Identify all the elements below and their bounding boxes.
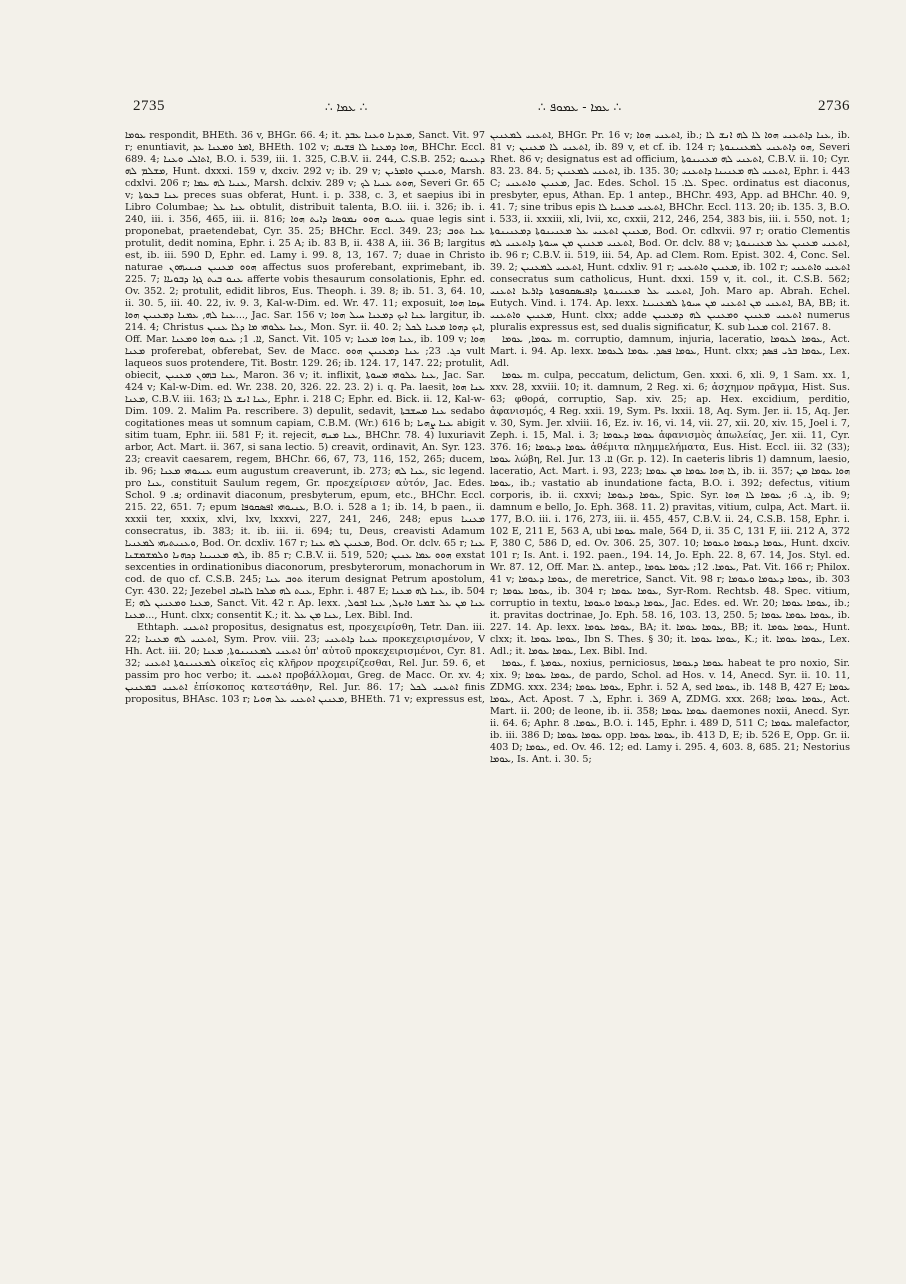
entry-paragraph: ܥܘܡܐ, f. ܥܘܡܬܐ, noxius, perniciosus, ܥܘܡܐ ܕܥܘܡܐ habeat te pro noxio, Sir. xix. 9; ܥܘܡܐ ܥܘܡܐ, de pardo, Schol. ad Hos. v. 14, Anecd. Syr. ii. 10. 11, ZDMG. xxx. 234; ܥܘܡܐ ܥܘܡܐ, Ephr. i. 52 A, sed ܥܘܡܐ, ib. 148 B, 427 E; ܥܘܡܐ ܥܘܡܐ, Act. Apost. ܠ. 7, Ephr. i. 369 A, ZDMG. xxx. 268; ܥܘܡܐ ܥܘܡܐ, Act. Mart. ii. 200; de leone, ib. ii. 358; ܥܘܡܐ ܥܘܡܐ daemones noxii, Anecd. Syr. ii. 64. 6; Aphr. ܥܘܡܐ. 8, B.O. i. 145, Ephr. i. 489 D, 511 C; ܥܘܡܐ malefactor, ib. iii. 386 D; ܥܘܡܐ ܥܘܡܐ opp. ܥܘܡܐ ܥܘܡܐ, ib. 413 D, E; ib. 526 E, Opp. Gr. ii. 403 D; ܥܘܡܐ, ed. Ov. 46. 12; ed. Lamy i. 295. 4, 603. 8, 685. 21; Nestorius ܥܘܡܐ, Is. Ant. i. 30. 5;	[490, 658, 850, 765]
left-page-number: 2735	[133, 98, 165, 114]
right-page-number: 2736	[818, 98, 850, 114]
left-column	[125, 130, 485, 1230]
right-column	[490, 130, 850, 1230]
entry-paragraph: ܥܘܡܐ, ܥܘܡܐ m. corruptio, damnum, injuria, laceratio, ܥܘܡܐ ܠܥܘܡܐ, Act. Mart. i. 94. Ap. lexx. ܥܘܡܐ ܦܣܕ. ܥܘܡܐ ܠܥܘܡܐ, Hunt. clxx; ܥܘܡܐ ܒܪܝ ܦܣܕ, Lex. Adl.	[490, 334, 850, 369]
entry-paragraph: Ethtaph. ܐܬܥܢܝ propositus, designatus est, προεχειρίσθη, Tetr. Dan. iii. 22; ܐܬܥܢܝ ܠܗ ܡܥܢܝܐ, Sym. Prov. viii. 23; ܥܢܝܐ ܕܐܬܥܢܝ προκεχειρισμένον, V Hh. Act. iii. 20; ܐܬܥܢܝ ܠܡܥܢܝܢܘܬܐ, ܡܥܢܐ ὑπ' αὐτοῦ προκεχειρισμένοι, Cyr. 81. 32; ܠܡܥܢܝܢܘܬܐ ܐܬܥܢܝ οἰκεῖος εἰς κλῆρον προχειρίζεσθαι, Rel. Jur. 59. 6, et passim pro hoc verbo; it. ܐܬܥܢܝ προβάλλομαι, Greg. de Macc. Or. xv. 4; ܐܬܥܢܝ ܒܡܥܢܝܢ ἐπίσκοπος κατεστάθην, Rel. Jur. 86. 17; ܐܬܥܢܝ ܠܟܠ finis propositus, BHAsc. 103 r; ܡܥܢܝܢ ܐܬܥܢܝ ܥܠ ܗܘܝܐ, BHEth. 71 v; expressus est,	[125, 622, 485, 705]
right-running-head: ∴ ܥܡܐ - ܥܡܘܦ ∴	[538, 100, 622, 114]
entry-paragraph: ܥܘܡܐ respondit, BHEth. 36 v, BHGr. 66. 4; it. ܡܥܕܢܐ ܘܥܢܐ ܥܒܕ, Sanct. Vit. 97 r; enuntiavit, ܐܡܪ ܘܡܥܢܐ ܥܕ, BHEth. 102 v; ܗܘܐ ܕܡܥܢܐ ܠܐ ܦܫܝܩ, BHChr. Eccl. 689. 4; ܐܬܐܠܝ ܘܥܢܐ, B.O. i. 539, iii. 1. 325, C.B.V. ii. 244, C.S.B. 252; ܕܥܢܝܘ ܡܫܠܡ ܠܗ, Hunt. dxxxi. 159 v, dxciv. 292 v; ib. 29 v; ܘܥܢܝܢ ܘܐܡܪܝܢ, Marsh. cdxlvi. 206 r; ܥܢܝܐ ܠܗ ܥܡܐ, Marsh. dclxiv. 289 v; ܗܘܬ ܥܢܝܐ ܠܟ, Severi Gr. 65 v; ܥܢܐ ܒܥܘܬܐ preces suas obferat, Hunt. i. p. 338, c. 3, et saepius ibi in Libro Columbae; ܥܢܐ ܥܠ obtulit, distribuit talenta, B.O. iii. i. 326; ib. i. 240, iii. i. 356, 465, iii. ii. 816; ܥܢܝܘ ܗܘܘ ܢܡܘܣܐ ܕܐܝܬ ܗܘܐ quae legis sint proponebat, praetendebat, Cyr. 35. 25; BHChr. Eccl. 349. 23; ܥܢܐ ܬܘܒ protulit, dedit nomina, Ephr. i. 25 A; ib. 83 B, ii. 438 A, iii. 36 B; largitus est, ib. iii. 590 D, Ephr. ed. Lamy i. 99. 8, 13, 167. 7; duae in Christo naturae ܗܘܘ ܡܥܢܝܢ ܟܝܢܝܗܘܢ affectus suos proferebant, exprimebant, ib. 225. 7; ܥܢܘ ܒܝܬ ܓܙܐ ܕܒܘܝܐܐ afferte vobis thesaurum consolationis, Ephr. ed. Ov. 352. 2; protulit, edidit libros, Eus. Theoph. i. 39. 8; ib. 51. 3, 64. 10, ii. 30. 5, iii. 40. 22, iv. 9. 3, Kal-w-Dim. ed. Wr. 47. 11; exposuit, ܚܙܩܐ ܗܘܐ ܥܢܐ ܠܗ, ܥܡܢܐ ܕܡܥܢܝܢ ܗܘܐ..., Jac. Sar. 156 v; ܥܢܐ ܐܝܟ ܕܡܥܢܐ ܚܝܠ ܗܘܐ largitur, ib. 214. 4; Christus ܥܢܐ ܥܠܘܗܝ ܡܐ ܕܠܐ ܥܢܝܢ, Mon. Syr. ii. 40. 2; ܐܝܟ ܕܗܘܐ ܡܥܢܐ ܠܟܠ, Off. Mar. ܐܐ. 1; ܥܢܘ ܗܘܐ ܘܡܥܢܐ, Sanct. Vit. 105 v; ܥܢܐ ܗܘܐ ܡܥܢܐ, ib. 109 v; ܗܘܐ ܡܥܢܐ proferebat, obferebat, Sev. de Macc. ܟܓ. 23; ܥܢܐ ܕܡܥܢܝܢ ܗܘܘ vult laqueos suos protendere, Tit. Bostr. 129. 26; ib. 124. 17, 147. 22; protulit, obiecit, ܥܢܐ ܒܗܘܢ ܡܥܢܝܢ, Maron. 36 v; it. inflixit, ܥܢܐ ܥܠܘܗܝ ܡܚܘܬܐ, Jac. Sar. 424 v; Kal-w-Dim. ed. Wr. 238. 20, 326. 22. 23. 2) i. q. Pa. laesit, ܥܢܐ ܗܘܐ ܡܥܢܐ, C.B.V. iii. 163; ܥܢܐ ܐܢܫ ܠܐ, Ephr. i. 218 C; Ephr. ed. Bick. ii. 12, Kal-w-Dim. 109. 2. Malim Pa. rescribere. 3) depulit, sedavit, ܥܢܐ ܡܚܫܒܬܐ sedabo cogitationes meas ut somnum capiam, C.B.M. (Wr.) 616 b; ܥܢܐ ܨܗܝܐ abigit sitim tuam, Ephr. iii. 581 F; it. rejecit, ܥܢܐ ܡܢܗ, BHChr. 78. 4) luxuriavit arbor, Act. Mart. ii. 367, si sana lectio. 5) creavit, ordinavit, An. Syr. 123. 23; creavit caesarem, regem, BHChr. 66, 67, 73, 116, 152, 265; ducem, ib. 96; ܥܢܝܘܗܝ ܡܥܢܐ eum augustum creaverunt, ib. 273; ܥܢܐ ܠܗ, sic legend. pro ܥܢܐ, constituit Saulum regem, Gr. προεχείρισεν αὐτόν, Jac. Edes. Schol. ܦ. 9; ordinavit diaconum, presbyterum, epum, etc., BHChr. Eccl. 215. 22, 651. 7; epum ܥܢܝܘܗܝ ܐܦܣܩܘܦܐ, B.O. i. 528 a 1; ib. 14, b paen., ii. xxxii ter, xxxix, xlvi, lxv, lxxxvi, 227, 241, 246, 248; epus ܡܥܢܝܐ consecratus, ib. 383; it. ib. iii. ii. 694; tu, Deus, creavisti Adamum ܘܥܢܝܬܝܗܝ ܠܡܥܢܝܐ, Bod. Or. dcxliv. 167 r; ܡܥܢܝܢ ܠܗ ܥܢܐ, Bod. Or. dclv. 65 r; ܥܢܐ ܠܗ ܡܥܢܝܢܐ ܕܟܗܢܐ ܘܠܡܫܡܫܢܐ, ib. 85 r; C.B.V. ii. 519, 520; ܗܘܘ ܥܡܐ ܥܢܝܢ exstat sexcenties in ordinationibus diaconorum, presbyterorum, monachorum in cod. de quo cf. C.S.B. 245; ܬܘܒ ܥܢܐ iterum designat Petrum apostolum, Cyr. 430. 22; Jezebel ܥܢܬ ܠܗ ܡܠܟܐ ܠܐܚܐܒ, Ephr. i. 487 E; ܥܢܐ ܠܗ ܡܥܢܐ, ib. 504 E; ܡܥܢܐ ܘܡܥܢܝܢ ܠܗ, Sanct. Vit. 42 r. Ap. lexx. ܥܢܐ ܡܢ ܥܠ ܫܡܝܐ ܘܐܝܙܠ, ܥܢܐ ܐܒܘܠ, ܡܥܢܐ..., Hunt. clxx; consentit K.; it. ܥܢܐ ܡܢ ܥܠ, Lex. Bibl. Ind.	[125, 130, 485, 621]
entry-paragraph: ܥܘܡܐ m. culpa, peccatum, delictum, Gen. xxxi. 6, xli. 9, 1 Sam. xx. 1, xxv. 28, xxviii. 10; it. damnum, 2 Reg. xi. 6; ἀσχημον πρᾶγμα, Hist. Sus. 63; φθορά, corruptio, Sap. xiv. 25; ap. Hex. excidium, perditio, ἀφανισμός, 4 Reg. xxii. 19, Sym. Ps. lxxii. 18, Aq. Sym. Jer. ii. 15, Aq. Jer. v. 30, Sym. Jer. xlviii. 16, Ez. iv. 16, vi. 14, vii. 27, xii. 20, xiv. 15, Joel i. 7, Zeph. i. 15, Mal. i. 3; ܥܘܡܐ ܕܥܘܡܐ ἀφανισμὸς ἀπωλείας, Jer. xii. 11, Cyr. 376. 16; ܥܘܡܐ ܕܥܘܡܐ ἀθέμιτα πλημμελήματα, Eus. Hist. Eccl. iii. 32 (33); ܥܘܡܐ λώβη, Rel. Jur. ܐܐ. 13 (Gr. p. 12). In caeteris libris 1) damnum, laesio, laceratio, Act. Mart. i. 93, 223; ܠܐ ܗܘܐ ܥܘܡܐ ܡܢ ܥܘܡܐ, ib. ii. 357; ܗܘܐ ܥܘܡܐ ܡܢ ܥܘܡܐ, ib.; vastatio ab inundatione facta, B.O. i. 392; defectus, vitium corporis, ib. ii. cxxvi; ܥܘܡܐ ܕܥܘܡܐ, Spic. Syr. ܓ. 6; ܥܘܡܐ ܠܐ ܗܘܐ, ib. 9; damnum e bello, Jo. Eph. 368. 11. 2) pravitas, vitium, culpa, Act. Mart. ii. 177, B.O. iii. i. 176, 273, iii. ii. 455, 457, C.B.V. ii. 24, C.S.B. 158, Ephr. i. 102 E, 211 E, 563 A, ubi ܥܘܡܐ male, 564 D, ii. 35 C, 131 F, iii. 212 A, 372 F, 380 C, 586 D, ed. Ov. 306. 25, 307. 10; ܥܘܡܐ ܕܥܘܡܐ ܘܥܘܡܐ, Hunt. dxciv. 101 r; Is. Ant. i. 192. paen., 194. 14, Jo. Eph. 22. 8, 67. 14, Jos. Styl. ed. Wr. 87. 12, Off. Mar. ܠܐ. antep., ܥܘܡܐ. 12; ܥܘܡܐ ܥܘܡܐ, Pat. Vit. 166 r; Philox. 41 v; ܥܘܡܐ ܕܥܘܡܐ, de meretrice, Sanct. Vit. 98 r; ܥܘܡܐ ܕܥܘܡܐ ܘܥܘܡܐ, ib. 303 r; ܥܘܡܐ ܥܘܡܐ, ib. 304 r; ܥܘܡܐ ܥܘܡܐ, Syr-Rom. Rechtsb. 48. Spec. vitium, corruptio in textu, ܥܘܡܐ ܕܥܘܡܐ ܘܥܘܡܐ, Jac. Edes. ed. Wr. 20; ܥܘܡܐ ܥܘܡܐ, ib.; it. pravitas doctrinae, Jo. Eph. 58. 16, 103. 13, 250. 5; ܥܘܡܐ ܥܘܡܐ ܥܘܡܐ, ib. 227. 14. Ap. lexx. ܥܘܡܐ ܥܘܡܐ, BA; it. ܥܘܡܐ ܥܘܡܐ, BB; it. ܥܘܡܐ ܥܘܡܐ, Hunt. clxx; it. ܥܘܡܐ ܥܘܡܐ, Ibn S. Thes. § 30; it. ܥܘܡܐ ܥܘܡܐ, K.; it. ܥܘܡܐ ܥܘܡܐ, Lex. Adl.; it. ܥܘܡܐ ܥܘܡܐ, Lex. Bibl. Ind.	[490, 370, 850, 657]
left-running-head: ∴ ܥܡܐ ∴	[325, 100, 368, 114]
entry-paragraph: ܐܬܥܢܝ ܠܡܥܢܝܢ, BHGr. Pr. 16 v; ܐܬܥܢܝ ܗܘܐ, ib.; ܥܢܐ ܕܐܬܥܢܝ ܗܘܐ ܠܐ ܠܗ ܐܢܫ ܠܐ, ib. 81 v; ܐܬܥܢܝ ܠܐ ܡܥܢܝܢ, ib. 89 v, et cf. ib. 124 r; ܗܘ ܕܐܬܥܢܝ ܠܡܥܢܝܢܘܬܐ, Severi Rhet. 86 v; designatus est ad officium, ܐܬܥܢܝ ܠܗ ܡܥܢܝܢܘܬܐ, C.B.V. ii. 10; Cyr. 83. 23. 84. 5; ܐܬܥܢܝ ܠܡܥܢܝܢ, ib. 135. 30; ܐܬܥܢܝ ܠܗ ܡܥܢܝܢܐ ܕܐܬܥܢܝ, Ephr. i. 443 C; ܡܥܢܝܢ ܘܐܬܥܢܝ, Jac. Edes. Schol. ܠܐ. 15. Spec. ordinatus est diaconus, presbyter, epus, Athan. Ep. 1 antep., BHChr. 493, App. ad BHChr. 40. 9, 41. 7; sine tribus epis ܐܬܥܢܝ ܡܥܢܝܐ ܠܐ, BHChr. Eccl. 113. 20; ib. 135. 3, B.O. i. 533, ii. xxxiii, xli, lvii, xc, cxxii, 212, 246, 254, 383 bis, iii. i. 550, not. 1; ܡܥܢܝܢ ܐܬܥܢܝ ܥܠ ܡܥܢܝܢܘܬܐ ܕܡܥܢܝܢܘܬܐ, Bod. Or. cdlxvii. 97 r; oratio Clementis ܐܬܥܢܝ ܡܥܢܝܢ ܡܢ ܚܝܘܬܐ ܕܐܬܥܢܝ ܠܗ, Bod. Or. dclv. 88 v; ܐܬܥܢܝ ܡܥܢܝܢ ܥܠ ܡܥܢܝܢܘܬܐ, ib. 96 r; C.B.V. ii. 519, iii. 54, Ap. ad Clem. Rom. Epist. 302. 4, Conc. Sel. 39. 2; ܐܬܥܢܝ ܠܡܥܢܝܢ, Hunt. cdxliv. 91 r; ܡܥܢܝܢ ܘܐܬܥܢܝ, ib. 102 r; ܐܬܥܢܝ ܘܐܬܥܢܝ consecratus sum catholicus, Hunt. dxxi. 159 v, it. col., it. C.S.B. 562; ܐܬܥܢܝ ܥܠ ܡܥܢܝܢܘܬܐ ܕܐܦܝܣܩܘܦܘܬܐ ܕܐܪܥܐ ܐܬܥܢܝ, Joh. Maro ap. Abrah. Echel. Eutych. Vind. i. 174. Ap. lexx. ܐܬܥܢܝ ܡܢ ܐܬܥܢܝ ܡܢ ܚܝܘܬܐ ܠܡܥܢܝܢܐ, BA, BB; it. ܡܥܢܝܢ ܘܐܬܥܢܝ, Hunt. clxx; adde ܐܬܥܢܝ ܡܥܢܝܢ ܘܡܥܢܝܢ ܠܗ ܕܡܥܢܝܢ numerus pluralis expressus est, sed dualis significatur, K. sub ܡܥܢܐ col. 2167. 8.	[490, 130, 850, 333]
column-gutter	[480, 128, 481, 1232]
